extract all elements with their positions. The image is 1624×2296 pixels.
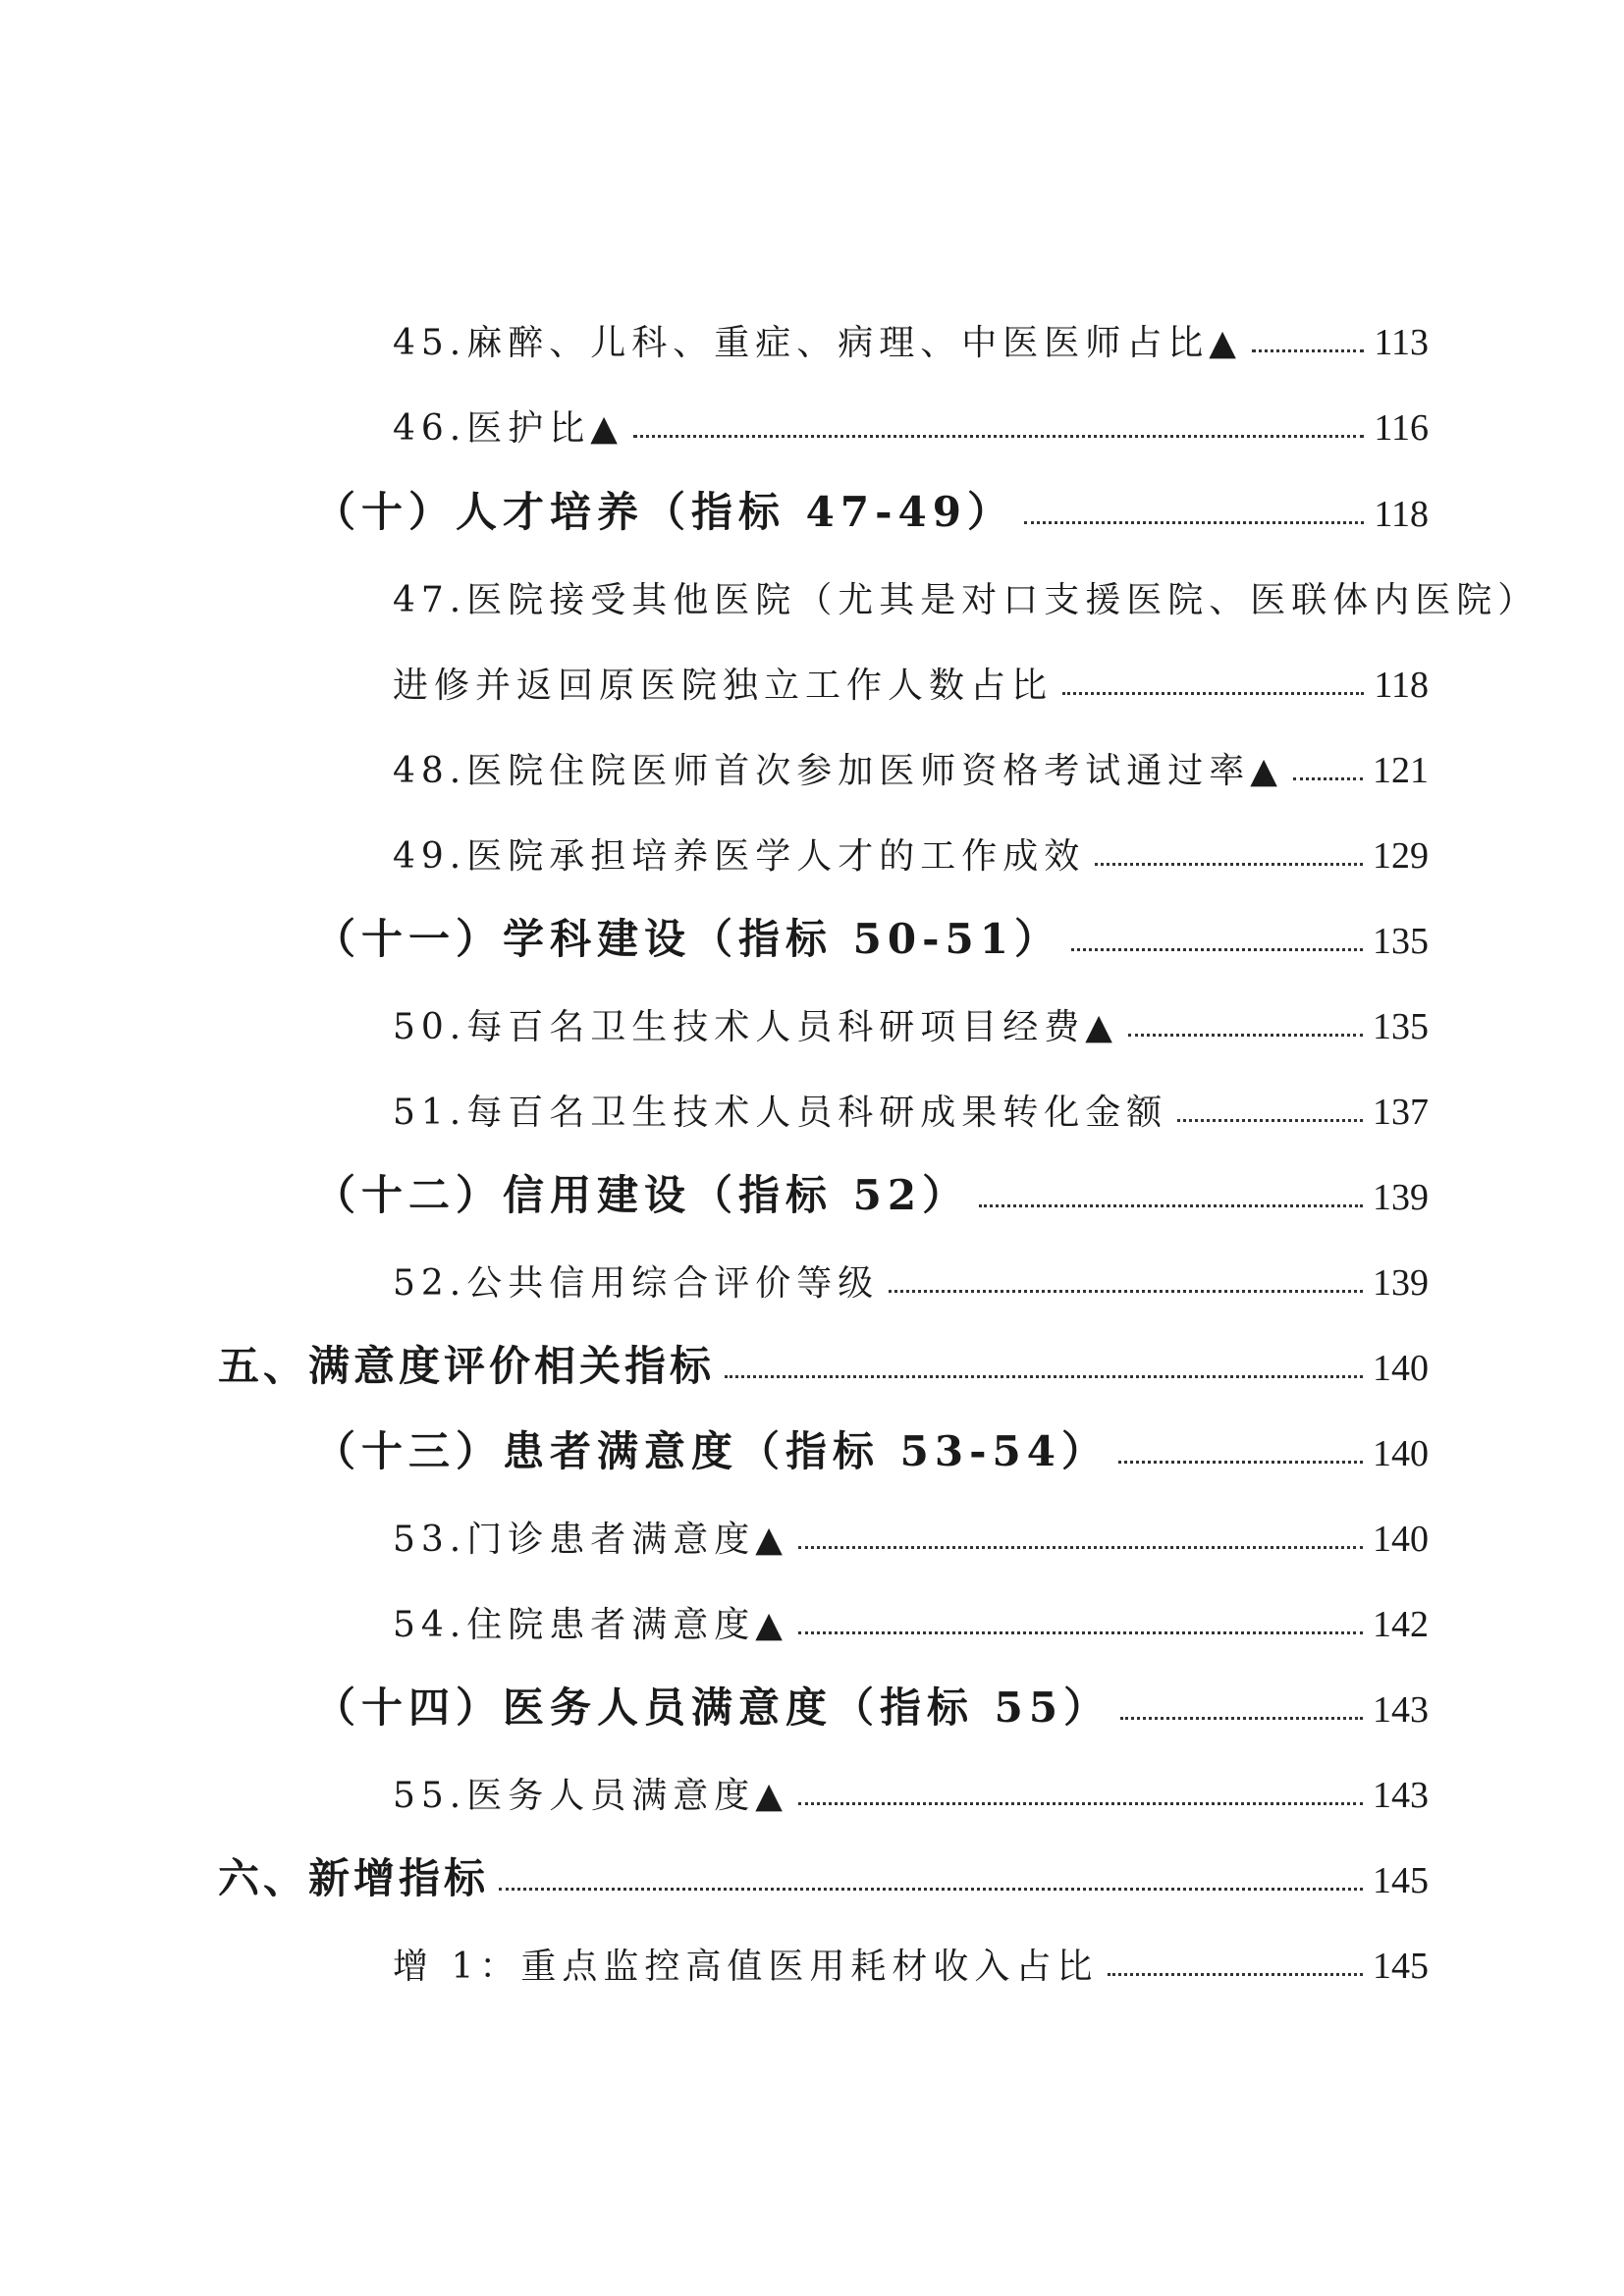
toc-chapter[interactable]: [218, 1841, 1429, 1902]
dot-leader: [1118, 1461, 1363, 1464]
toc-entry[interactable]: [393, 730, 1429, 789]
toc-section[interactable]: [314, 1670, 1429, 1732]
toc-section-title: （十一）学科建设（指标 50-51）: [314, 915, 1061, 963]
toc-entry[interactable]: [393, 987, 1429, 1045]
toc-section[interactable]: [314, 1414, 1429, 1475]
dot-leader: [1024, 521, 1364, 524]
toc-entry-title: 53.门诊患者满意度▲: [393, 1520, 788, 1560]
toc-entry-title: 50.每百名卫生技术人员科研项目经费▲: [393, 1007, 1118, 1047]
toc-section-page: 135: [1373, 921, 1429, 962]
dot-leader: [798, 1631, 1363, 1634]
toc-entry-page: 135: [1373, 1006, 1429, 1047]
toc-entry[interactable]: [393, 1243, 1429, 1302]
toc-entry-title: 46.医护比▲: [393, 408, 623, 449]
toc-entry[interactable]: [393, 645, 1429, 704]
toc-section[interactable]: [314, 1157, 1429, 1219]
toc-entry-title: 54.住院患者满意度▲: [393, 1605, 788, 1645]
toc-entry[interactable]: [393, 816, 1429, 875]
dot-leader: [499, 1888, 1363, 1891]
toc-section[interactable]: [314, 474, 1429, 536]
dot-leader: [1252, 349, 1364, 352]
toc-section-page: 118: [1374, 494, 1429, 535]
dot-leader: [1071, 948, 1363, 951]
dot-leader: [979, 1204, 1363, 1207]
toc-entry-title: 51.每百名卫生技术人员科研成果转化金额: [393, 1093, 1168, 1133]
toc-section-title: （十二）信用建设（指标 52）: [314, 1171, 970, 1219]
dot-leader: [1128, 1034, 1363, 1037]
dot-leader: [798, 1802, 1363, 1805]
toc-chapter-title: 六、新增指标: [218, 1854, 490, 1902]
toc-section-page: 143: [1373, 1689, 1429, 1731]
toc-entry-title: 增 1：重点监控高值医用耗材收入占比: [393, 1947, 1099, 1987]
toc-section-page: 140: [1373, 1433, 1429, 1474]
dot-leader: [889, 1290, 1363, 1293]
toc-entry[interactable]: [393, 1072, 1429, 1131]
toc-section-title: （十四）医务人员满意度（指标 55）: [314, 1683, 1111, 1732]
toc-entry-page: 137: [1373, 1092, 1429, 1133]
dot-leader: [1108, 1973, 1363, 1976]
toc-entry-page: 142: [1373, 1604, 1429, 1645]
dot-leader: [1177, 1119, 1363, 1122]
toc-entry-page: 129: [1373, 835, 1429, 877]
toc-entry-title: 48.医院住院医师首次参加医师资格考试通过率▲: [393, 751, 1283, 791]
toc-entry-page: 121: [1373, 750, 1429, 791]
toc-entry-title: 49.医院承担培养医学人才的工作成效: [393, 836, 1086, 877]
toc-entry-page: 143: [1373, 1775, 1429, 1816]
toc-entry[interactable]: [393, 1755, 1429, 1814]
toc-entry[interactable]: [393, 1499, 1429, 1558]
toc-entry[interactable]: [393, 302, 1429, 361]
toc-entry-page: 140: [1373, 1519, 1429, 1560]
toc-entry-page: 118: [1374, 665, 1429, 706]
toc-entry[interactable]: [393, 388, 1429, 447]
toc-section[interactable]: [314, 901, 1429, 963]
toc-entry-title: 47.医院接受其他医院（尤其是对口支援医院、医联体内医院）: [393, 580, 1540, 620]
toc-entry-page: 139: [1373, 1262, 1429, 1304]
dot-leader: [633, 435, 1364, 438]
toc-entry[interactable]: [393, 1926, 1429, 1985]
dot-leader: [1062, 692, 1364, 695]
dot-leader: [1293, 777, 1363, 780]
toc-entry-page: 116: [1374, 407, 1429, 449]
toc-entry-page: 113: [1374, 322, 1429, 363]
toc-section-title: （十）人才培养（指标 47-49）: [314, 488, 1014, 536]
toc-entry-title: 52.公共信用综合评价等级: [393, 1263, 880, 1304]
toc-entry-title: 进修并返回原医院独立工作人数占比: [393, 666, 1054, 706]
dot-leader: [725, 1375, 1363, 1378]
toc-chapter-page: 140: [1373, 1348, 1429, 1389]
dot-leader: [1095, 863, 1363, 866]
toc-section-page: 139: [1373, 1177, 1429, 1218]
toc-entry-title: 45.麻醉、儿科、重症、病理、中医医师占比▲: [393, 323, 1242, 363]
toc-section-title: （十三）患者满意度（指标 53-54）: [314, 1427, 1109, 1475]
toc-entry-line1[interactable]: [393, 560, 1539, 618]
toc-entry[interactable]: [393, 1584, 1429, 1643]
toc-entry-title: 55.医务人员满意度▲: [393, 1776, 788, 1816]
toc-entry-page: 145: [1373, 1946, 1429, 1987]
toc-chapter-title: 五、满意度评价相关指标: [218, 1342, 716, 1390]
dot-leader: [1120, 1717, 1363, 1720]
dot-leader: [798, 1546, 1363, 1549]
toc-chapter-page: 145: [1373, 1860, 1429, 1901]
toc-chapter[interactable]: [218, 1328, 1429, 1390]
